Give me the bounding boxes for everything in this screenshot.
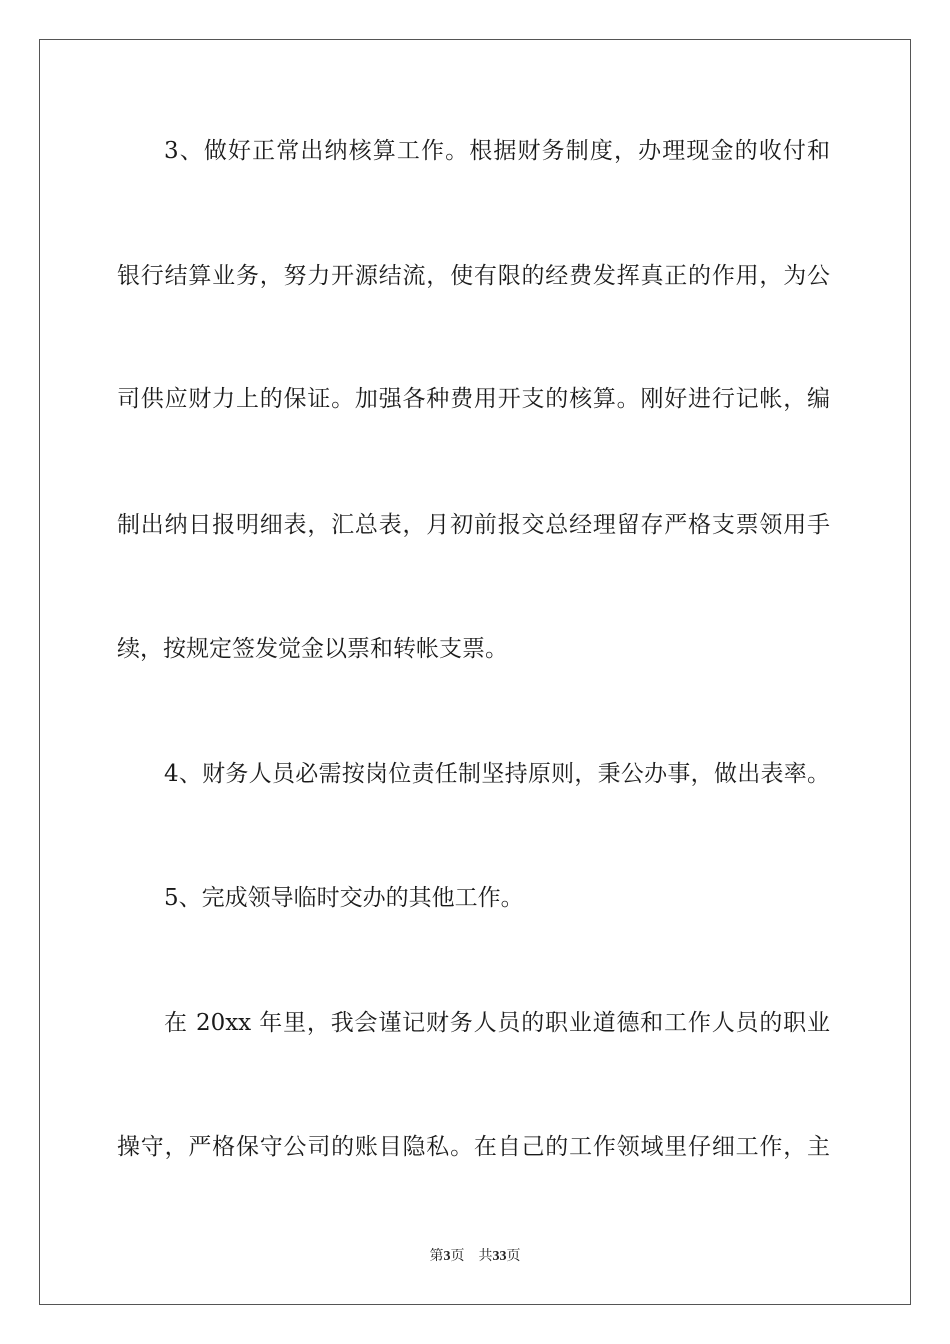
paragraph-line: 操守，严格保守公司的账目隐私。在自己的工作领域里仔细工作，主	[117, 1134, 830, 1160]
paragraph-line: 制出纳日报明细表，汇总表，月初前报交总经理留存严格支票领用手	[117, 512, 830, 538]
footer-page-mid: 页 共	[450, 1248, 493, 1264]
paragraph-line: 银行结算业务，努力开源结流，使有限的经费发挥真正的作用，为公	[117, 263, 830, 289]
paragraph-line: 4、财务人员必需按岗位责任制坚持原则，秉公办事，做出表率。	[164, 761, 830, 787]
footer-page-suffix: 页	[506, 1248, 521, 1264]
footer-page-current: 3	[443, 1249, 451, 1264]
footer-page-prefix: 第	[429, 1248, 444, 1264]
paragraph-line: 3、做好正常出纳核算工作。根据财务制度，办理现金的收付和	[164, 138, 830, 164]
paragraph-line: 在 20xx 年里，我会谨记财务人员的职业道德和工作人员的职业	[164, 1010, 830, 1036]
page-border	[39, 39, 911, 1305]
paragraph-line: 5、完成领导临时交办的其他工作。	[164, 885, 524, 911]
paragraph-line: 续，按规定签发觉金以票和转帐支票。	[117, 636, 508, 662]
page-footer	[0, 1245, 950, 1265]
paragraph-line: 司供应财力上的保证。加强各种费用开支的核算。刚好进行记帐，编	[117, 386, 830, 412]
footer-page-total: 33	[492, 1249, 507, 1264]
